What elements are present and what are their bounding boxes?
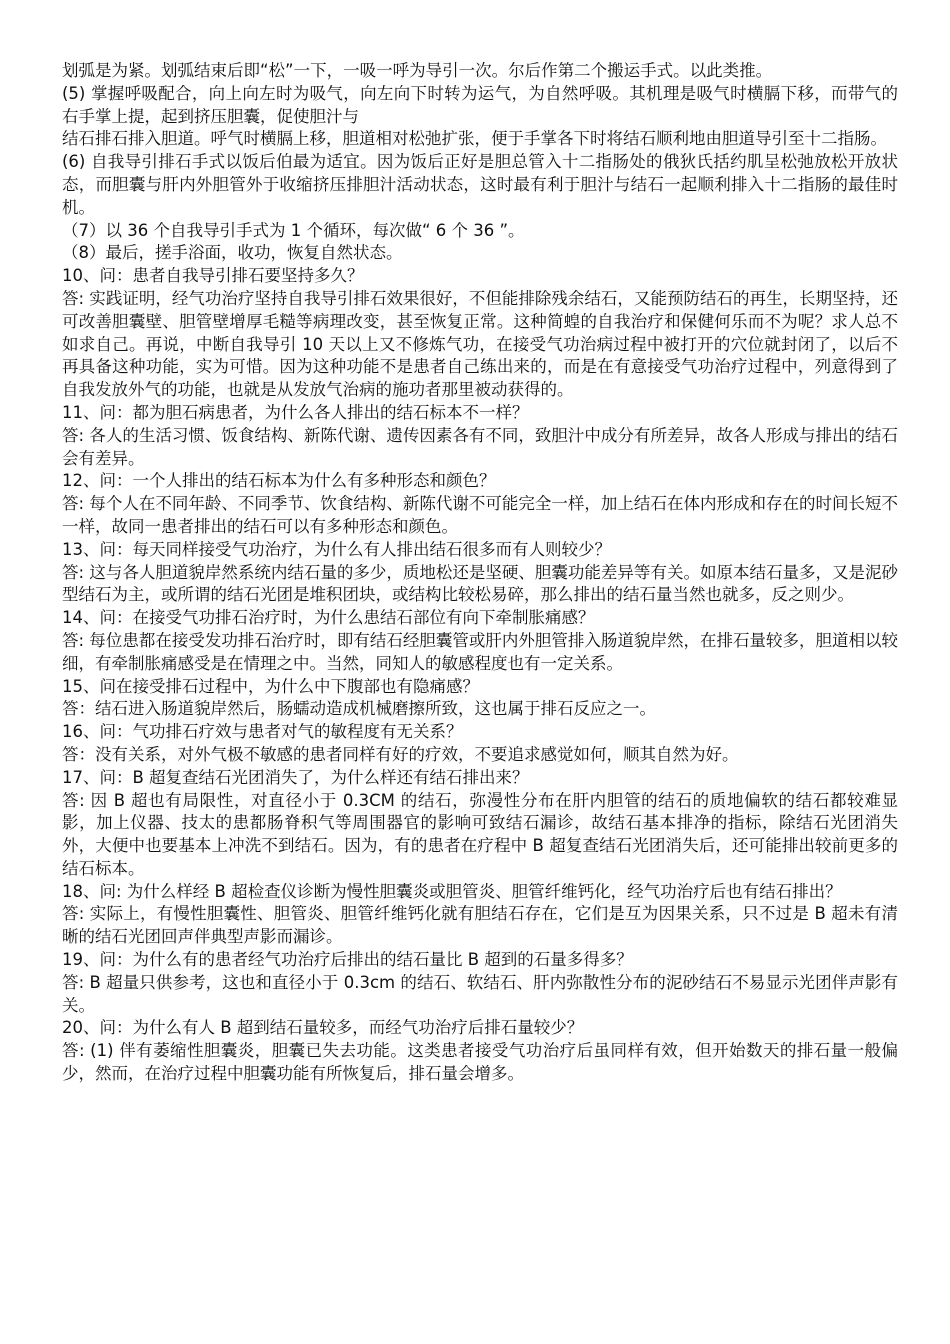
answer-14: 答: 每位患都在接受发功排石治疗时，即有结石经胆囊管或肝内外胆管排入肠道貌岸然，在排石量较多，胆道相以较细，有牵制胀痛感受是在情理之中。当然，同知人的敏感程度也有一定关系。 <box>62 630 898 673</box>
answer-15: 答：结石进入肠道貌岸然后，肠蠕动造成机械磨擦所致，这也属于排石反应之一。 <box>62 699 656 719</box>
question-20: 20、问：为什么有人 B 超到结石量较多，而经气功治疗后排石量较少？ <box>62 1018 584 1038</box>
paragraph-step-5: (5) 掌握呼吸配合，向上向左时为吸气，向左向下时转为运气，为自然呼吸。其机理是吸气时横膈下移，而带气的右手掌上提，起到挤压胆囊，促使胆汁与 <box>62 83 898 126</box>
question-17: 17、问：B 超复查结石光团消失了，为什么样还有结石排出来？ <box>62 767 529 787</box>
question-18: 18、问: 为什么样经 B 超检查仪诊断为慢性胆囊炎或胆管炎、胆管纤维钙化，经气功治疗后也有结石排出？ <box>62 881 842 901</box>
question-14: 14、问：在接受气功排石治疗时，为什么患结石部位有向下牵制胀痛感？ <box>62 608 595 628</box>
question-10: 10、问：患者自我导引排石要坚持多久？ <box>62 266 364 286</box>
answer-19: 答: B 超量只供参考，这也和直径小于 0.3cm 的结石、软结石、肝内弥散性分布的泥砂结石不易显示光团伴声影有关。 <box>62 972 898 1015</box>
answer-13: 答: 这与各人胆道貌岸然系统内结石量的多少，质地松还是坚硬、胆囊功能差异等有关。如原本结石量多，又是泥砂型结石为主，或所谓的结石光团是堆积团块，或结构比较松易碎，那么排出的结石量当然也就多，反之则少。 <box>62 562 898 605</box>
answer-11: 答: 各人的生活习惯、饭食结构、新陈代谢、遗传因素各有不同，致胆汁中成分有所差异，故各人形成与排出的结石会有差异。 <box>62 425 898 468</box>
question-16: 16、问：气功排石疗效与患者对气的敏程度有无关系？ <box>62 722 463 742</box>
paragraph-step-6: (6) 自我导引排石手式以饭后伯最为适宜。因为饭后正好是胆总管入十二指肠处的俄狄氏括约肌呈松弛放松开放状态，而胆囊与肝内外胆管外于收缩挤压排胆汁活动状态，这时最有利于胆汁与结石一起顺利排入十二指肠的最佳时机。 <box>62 152 898 217</box>
paragraph-step-5-cont: 结石排石排入胆道。呼气时横膈上移，胆道相对松弛扩张，便于手掌各下时将结石顺利地由胆道导引至十二指肠。 <box>62 129 887 149</box>
question-12: 12、问：一个人排出的结石标本为什么有多种形态和颜色？ <box>62 471 496 491</box>
document-body <box>62 60 898 1086</box>
answer-10: 答: 实践证明，经气功治疗坚持自我导引排石效果很好，不但能排除残余结石，又能预防结石的再生，长期坚持，还可改善胆囊壁、胆管壁增厚毛糙等病理改变，甚至恢复正常。这种简蝗的自我治疗和保健何乐而不为呢？求人总不如求自己。再说，中断自我导引 10 天以上又不修炼气功，在接受气功治病过程中被打开的穴位就封闭了，以后不再具备这种功能，实为可惜。因为这种功能不是患者自己练出来的，而是在有意接受气功治疗过程中，列意得到了自我发放外气的功能，也就是从发放气治病的施功者那里被动获得的。 <box>62 288 898 400</box>
question-13: 13、问：每天同样接受气功治疗，为什么有人排出结石很多而有人则较少？ <box>62 539 611 559</box>
paragraph-continuation: 划弧是为紧。划弧结束后即“松”一下，一吸一呼为导引一次。尔后作第二个搬运手式。以此类推。 <box>62 61 773 80</box>
answer-17: 答: 因 B 超也有局限性，对直径小于 0.3CM 的结石，弥漫性分布在肝内胆管的结石的质地偏软的结石都较难显影，加上仪器、技太的患都肠脊积气等周围器官的影响可致结石漏诊，故结石基本排净的指标，除结石光团消失外，大便中也要基本上冲洗不到结石。因为，有的患者在疗程中 B 超复查结石光团消失后，还可能排出较前更多的结石标本。 <box>62 790 898 878</box>
answer-18: 答: 实际上，有慢性胆囊性、胆管炎、胆管纤维钙化就有胆结石存在，它们是互为因果关系，只不过是 B 超未有清晰的结石光团回声伴典型声影而漏诊。 <box>62 904 898 947</box>
answer-20: 答: (1) 伴有萎缩性胆囊炎，胆囊已失去功能。这类患者接受气功治疗后虽同样有效，但开始数天的排石量一般偏少，然而，在治疗过程中胆囊功能有所恢复后，排石量会增多。 <box>62 1041 898 1084</box>
answer-12: 答: 每个人在不同年龄、不同季节、饮食结构、新陈代谢不可能完全一样，加上结石在体内形成和存在的时间长短不一样，故同一患者排出的结石可以有多种形态和颜色。 <box>62 494 898 536</box>
question-15: 15、问在接受排石过程中，为什么中下腹部也有隐痛感？ <box>62 676 479 696</box>
paragraph-step-8: （8）最后，搓手浴面，收功，恢复自然状态。 <box>62 243 403 263</box>
paragraph-step-7: （7）以 36 个自我导引手式为 1 个循环，每次做“ 6 个 36 ”。 <box>62 220 525 240</box>
question-19: 19、问：为什么有的患者经气功治疗后排出的结石量比 B 超到的石量多得多？ <box>62 950 633 970</box>
answer-16: 答：没有关系，对外气极不敏感的患者同样有好的疗效，不要追求感觉如何，顺其自然为好。 <box>62 744 739 764</box>
question-11: 11、问：都为胆石病患者，为什么各人排出的结石标本不一样？ <box>62 402 529 422</box>
